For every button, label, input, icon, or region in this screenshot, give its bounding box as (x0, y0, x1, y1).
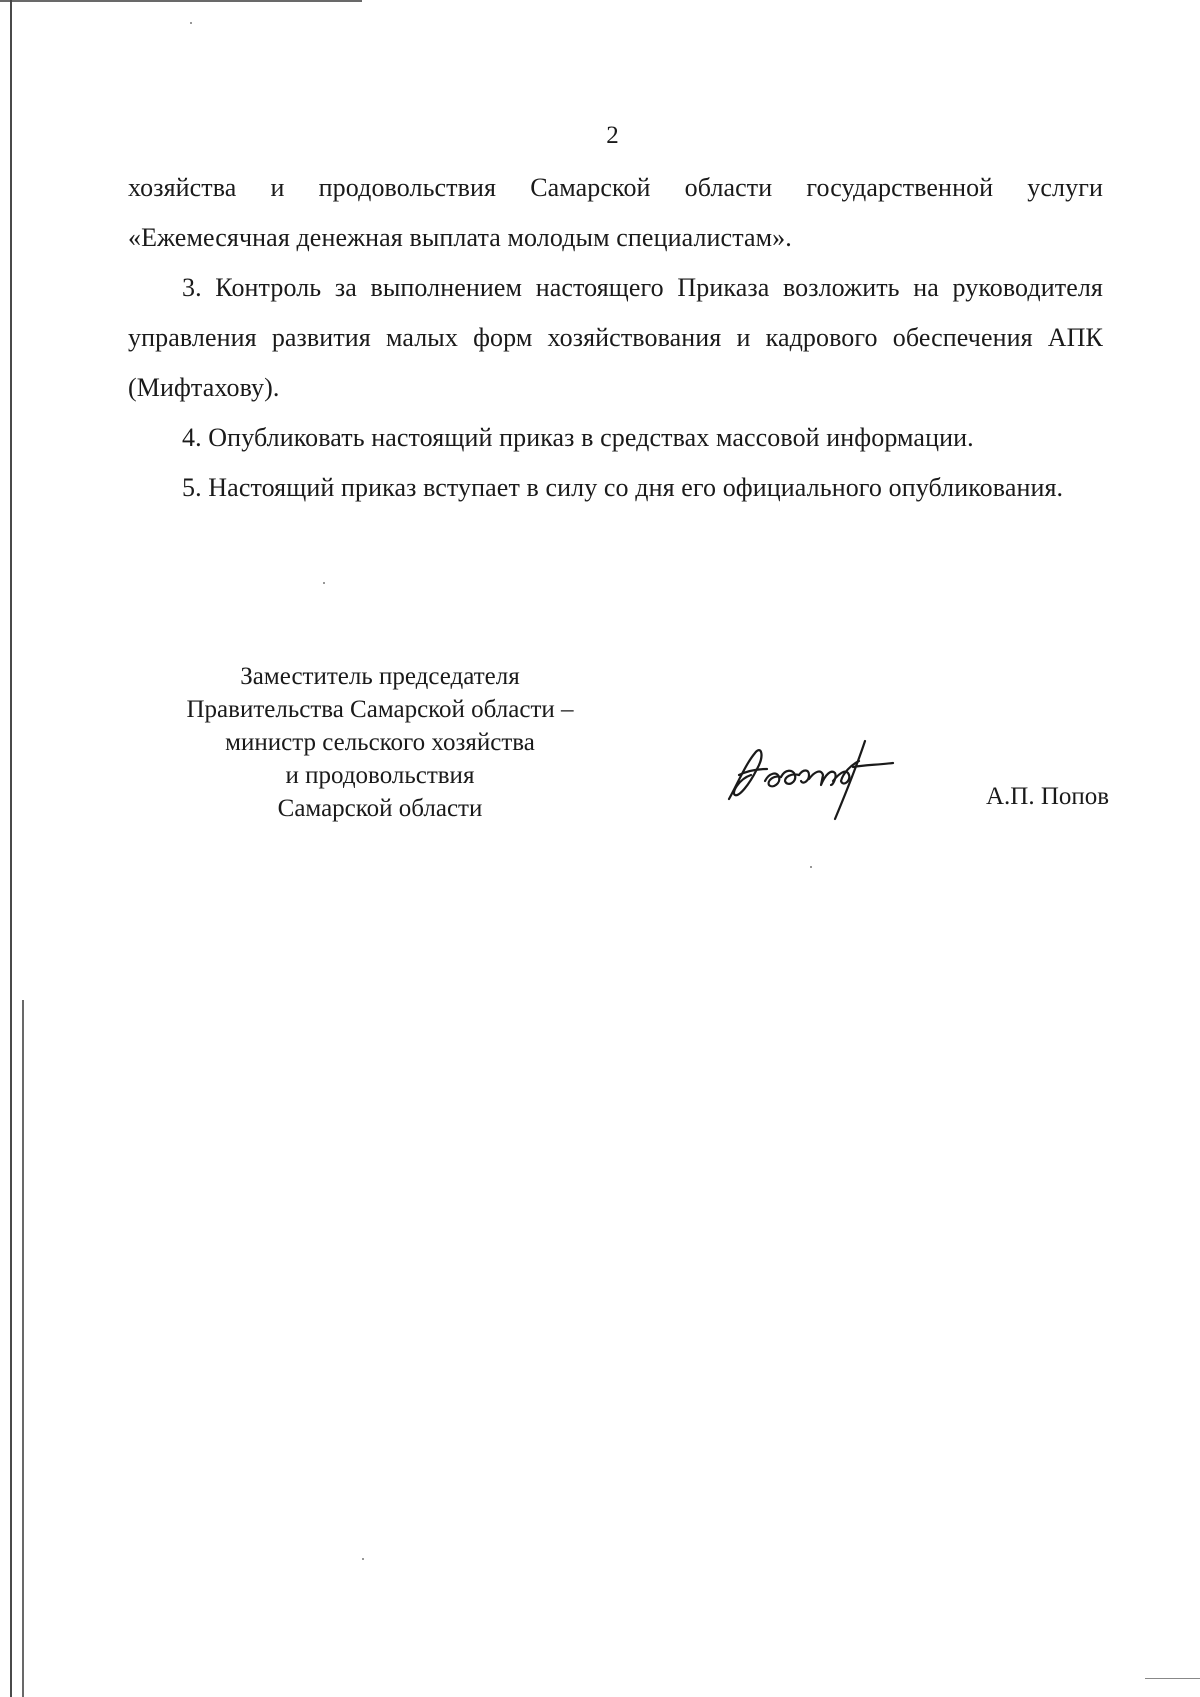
scan-speck (810, 866, 812, 868)
paragraph-item-5: 5. Настоящий приказ вступает в силу со дня его официального опубликования. (182, 473, 1064, 502)
paragraph-item-4: 4. Опубликовать настоящий приказ в средствах массовой информации. (182, 423, 974, 452)
scan-speck (362, 1558, 364, 1560)
scan-speck (190, 22, 192, 24)
paragraph-continuation: хозяйства и продовольствия Самарской области государственной услуги «Ежемесячная денежная выплата молодым специалистам». (128, 173, 1103, 252)
signatory-line: Заместитель председателя (240, 663, 520, 690)
scan-top-edge (0, 0, 362, 2)
signature-icon (725, 735, 910, 825)
page-number: 2 (606, 122, 619, 149)
paragraph-item-3: 3. Контроль за выполнением настоящего Приказа возложить на руководителя управления развития малых форм хозяйствования и кадрового обеспечения АПК (Мифтахову). (128, 273, 1103, 402)
signatory-line: Правительства Самарской области – (186, 696, 574, 723)
signatory-line: министр сельского хозяйства (225, 729, 535, 756)
signer-name: А.П. Попов (986, 783, 1110, 810)
scan-left-edge (10, 0, 12, 1697)
scan-left-edge-inner (22, 1000, 24, 1697)
signatory-title-block (140, 660, 620, 825)
scan-speck (323, 582, 325, 584)
signatory-line: и продовольствия (285, 762, 475, 789)
scan-corner-mark (1145, 1678, 1200, 1679)
signatory-line: Самарской области (277, 795, 483, 822)
document-body (128, 163, 1103, 513)
